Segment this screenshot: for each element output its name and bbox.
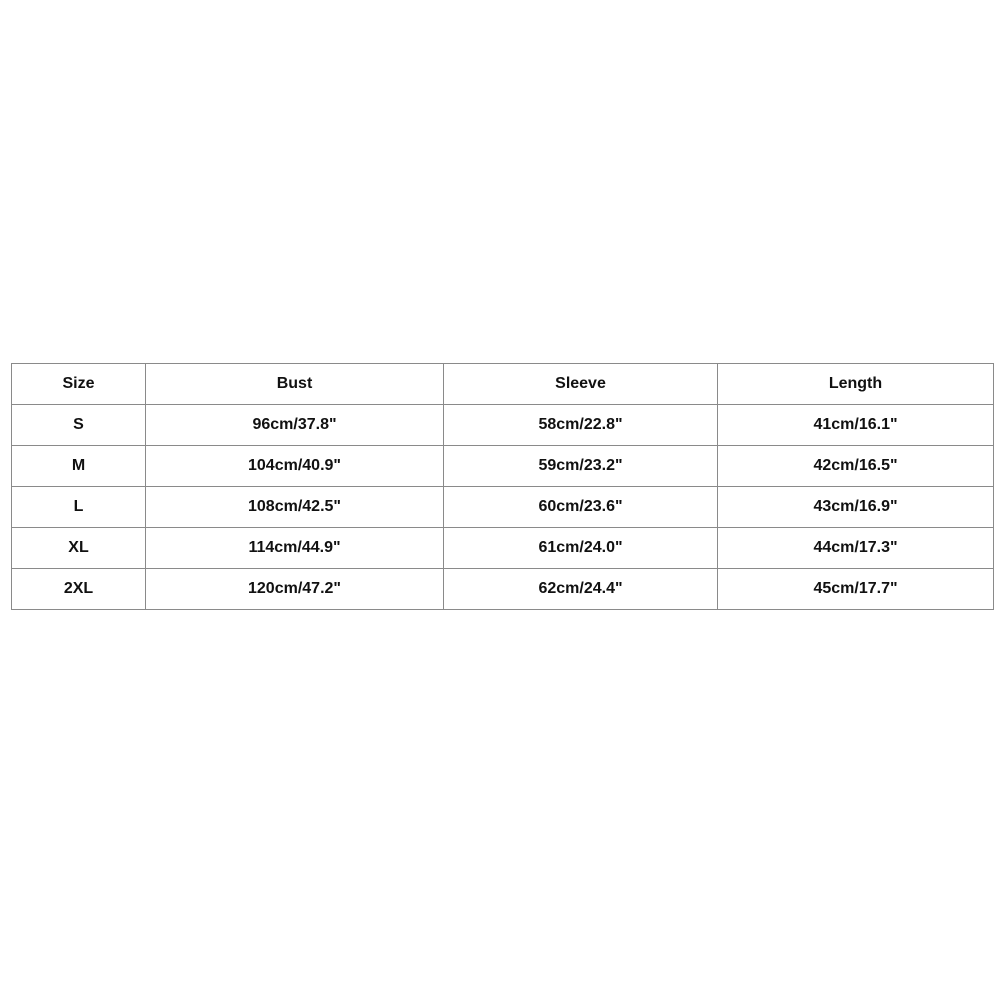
size-cell: XL: [12, 528, 146, 569]
bust-cell: 114cm/44.9": [146, 528, 444, 569]
size-cell: 2XL: [12, 569, 146, 610]
header-bust: Bust: [146, 364, 444, 405]
length-cell: 45cm/17.7": [718, 569, 994, 610]
sleeve-cell: 60cm/23.6": [444, 487, 718, 528]
sleeve-cell: 58cm/22.8": [444, 405, 718, 446]
length-cell: 44cm/17.3": [718, 528, 994, 569]
table-row: [12, 528, 994, 569]
table-row: [12, 487, 994, 528]
size-cell: S: [12, 405, 146, 446]
size-cell: M: [12, 446, 146, 487]
header-sleeve: Sleeve: [444, 364, 718, 405]
header-size: Size: [12, 364, 146, 405]
size-cell: L: [12, 487, 146, 528]
table-header-row: [12, 364, 994, 405]
sleeve-cell: 59cm/23.2": [444, 446, 718, 487]
bust-cell: 96cm/37.8": [146, 405, 444, 446]
header-length: Length: [718, 364, 994, 405]
bust-cell: 120cm/47.2": [146, 569, 444, 610]
table-row: [12, 569, 994, 610]
table-row: [12, 446, 994, 487]
bust-cell: 104cm/40.9": [146, 446, 444, 487]
size-chart-table: [11, 363, 994, 610]
length-cell: 43cm/16.9": [718, 487, 994, 528]
table-row: [12, 405, 994, 446]
bust-cell: 108cm/42.5": [146, 487, 444, 528]
length-cell: 41cm/16.1": [718, 405, 994, 446]
sleeve-cell: 61cm/24.0": [444, 528, 718, 569]
sleeve-cell: 62cm/24.4": [444, 569, 718, 610]
length-cell: 42cm/16.5": [718, 446, 994, 487]
